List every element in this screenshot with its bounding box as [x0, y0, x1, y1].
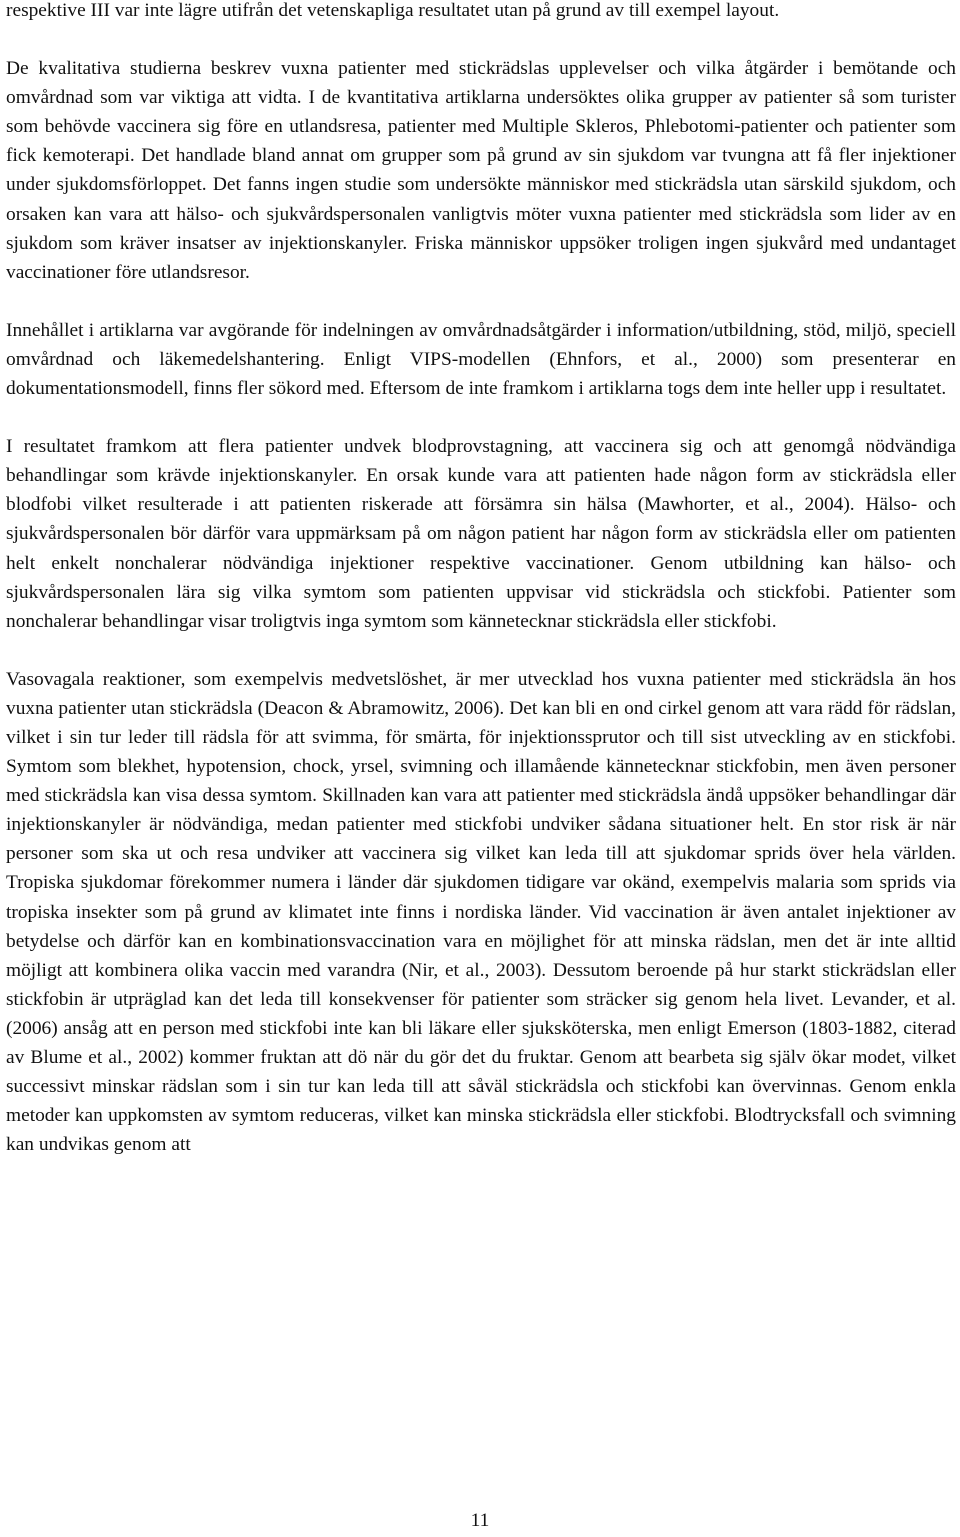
- paragraph-vasovagal: Vasovagala reaktioner, som exempelvis medvetslöshet, är mer utvecklad hos vuxna patienter med stickrädsla än hos vuxna patienter utan stickrädsla (Deacon & Abramowitz, 2006). Det kan bli en ond cirkel genom att vara rädd för rädslan, vilket i sin tur leder till rädsla för att svimma, för smärta, för injektionssprutor och till sist utveckling av en stickfobi. Symtom som blekhet, hypotension, chock, yrsel, svimning och illamående kännetecknar stickfobin, men även personer med stickrädsla kan visa dessa symtom. Skillnaden kan vara att patienter med stickrädsla ändå uppsöker behandlingar där injektionskanyler är nödvändiga, medan patienter med stickfobi undviker sådana situationer helt. En stor risk är när personer som ska ut och resa undviker att vaccinera sig vilket kan leda till att sjukdomar sprids över hela världen. Tropiska sjukdomar förekommer numera i länder där sjukdomen tidigare var okänd, exempelvis malaria som sprids via tropiska insekter som på grund av klimatet inte finns i nordiska länder. Vid vaccination är även antalet injektioner av betydelse och därför kan en kombinationsvaccination vara en möjlighet för att minska rädslan, men det är inte alltid möjligt att kombinera olika vaccin med varandra (Nir, et al., 2003). Dessutom beroende på hur starkt stickrädslan eller stickfobin är utpräglad kan det leda till konsekvenser för patienter som sträcker sig genom hela livet. Levander, et al. (2006) ansåg att en person med stickfobi inte kan bli läkare eller sjuksköterska, men enligt Emerson (1803-1882, citerad av Blume et al., 2002) kommer fruktan att dö när du gör det du fruktar. Genom att bearbeta sig själv ökar modet, vilket successivt minskar rädslan som i sin tur kan leda till att såväl stickrädsla och stickfobi kan övervinnas. Genom enkla metoder kan uppkomsten av symtom reduceras, vilket kan minska stickrädsla eller stickfobi. Blodtrycksfall och svimning kan undvikas genom att: [6, 668, 956, 1156]
- paragraph-results: I resultatet framkom att flera patienter undvek blodprovstagning, att vaccinera sig och att genomgå nödvändiga behandlingar som krävde injektionskanyler. En orsak kunde vara att patienten hade någon form av stickrädsla eller blodfobi vilket resulterade i att patienten riskerade att försämra sin hälsa (Mawhorter, et al., 2004). Hälso- och sjukvårdspersonalen bör därför vara uppmärksam på om någon patient har någon form av stickrädsla eller om patienten helt enkelt nonchalerar nödvändiga injektioner respektive vaccinationer. Genom utbildning kan hälso- och sjukvårdspersonalen lära sig vilka symtom som patienten uppvisar vid stickrädsla och stickfobi. Patienter som nonchalerar behandlingar visar troligtvis inga symtom som kännetecknar stickrädsla eller stickfobi.: [6, 436, 956, 632]
- paragraph-article-content: Innehållet i artiklarna var avgörande för indelningen av omvårdnadsåtgärder i information/utbildning, stöd, miljö, speciell omvårdnad och läkemedelshantering. Enligt VIPS-modellen (Ehnfors, et al., 2000) som presenterar en dokumentationsmodell, finns fler sökord med. Eftersom de inte framkom i artiklarna togs dem inte heller upp i resultatet.: [6, 319, 956, 400]
- paragraph-study-groups: De kvalitativa studierna beskrev vuxna patienter med stickrädslas upplevelser och vilka åtgärder i bemötande och omvårdnad som var viktiga att vidta. I de kvantitativa artiklarna undersöktes olika grupper av patienter så som turister som behövde vaccinera sig före en utlandsresa, patienter med Multiple Skleros, Phlebotomi-patienter och patienter som fick kemoterapi. Det handlade bland annat om grupper som på grund av sin sjukdom var tvungna att få fler injektioner under sjukdomsförloppet. Det fanns ingen studie som undersökte människor med stickrädsla utan särskild sjukdom, och orsaken kan vara att hälso- och sjukvårdspersonalen vanligtvis möter vuxna patienter med stickrädsla som lider av en sjukdom som kräver insatser av injektionskanyler. Friska människor uppsöker troligen ingen sjukvård med undantaget vaccinationer före utlandsresor.: [6, 58, 956, 283]
- paragraph-continuation: respektive III var inte lägre utifrån det vetenskapliga resultatet utan på grund av till exempel layout.: [6, 0, 780, 21]
- page-number: 11: [470, 1510, 490, 1531]
- body-text: [6, 0, 956, 1188]
